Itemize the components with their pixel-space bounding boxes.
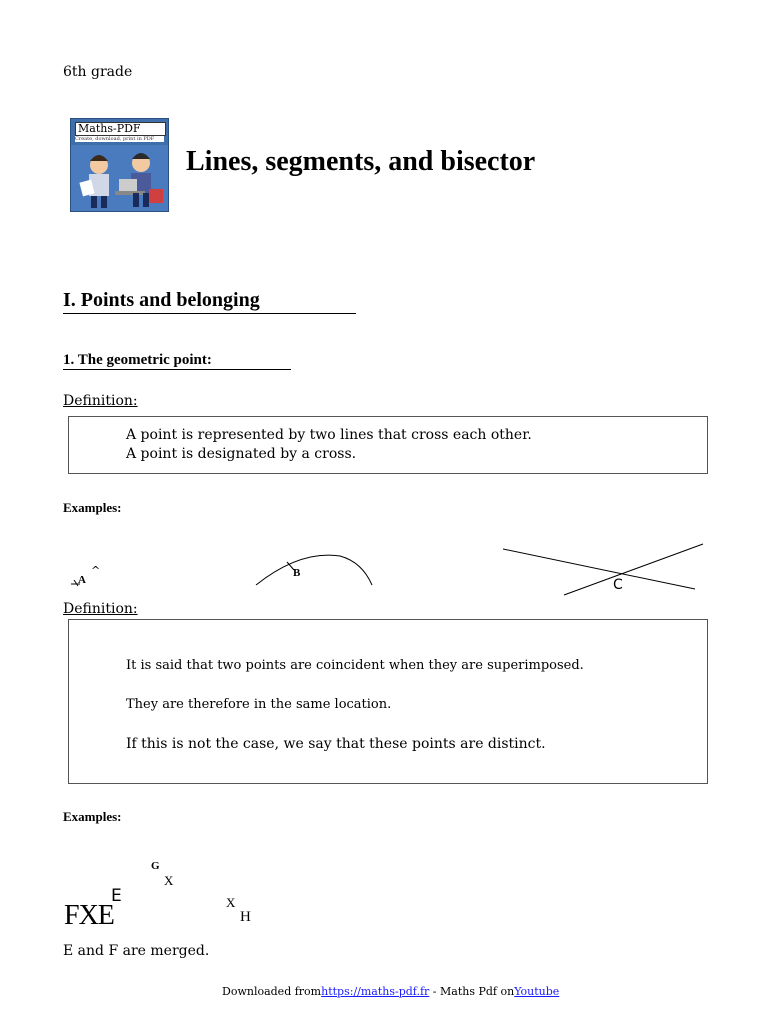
- definition-line: It is said that two points are coincident when they are superimposed.: [126, 658, 584, 673]
- website-link[interactable]: https://maths-pdf.fr: [321, 985, 430, 998]
- point-a-label: A: [78, 574, 86, 586]
- subsection-heading: 1. The geometric point:: [63, 352, 291, 370]
- point-g-cross: X: [164, 873, 174, 888]
- maths-pdf-logo: [70, 118, 169, 212]
- definition-line: A point is represented by two lines that cross each other.: [126, 427, 532, 443]
- section-heading: I. Points and belonging: [63, 289, 356, 314]
- examples-label: Examples:: [63, 500, 122, 515]
- page-title: Lines, segments, and bisector: [186, 146, 536, 177]
- examples-label: Examples:: [63, 809, 122, 824]
- point-b-label: B: [293, 567, 301, 579]
- definition-line: They are therefore in the same location.: [126, 697, 392, 712]
- point-f-e-merged: FXE: [64, 900, 114, 931]
- caret-mark: ^: [91, 564, 101, 577]
- definition-box: [68, 619, 708, 784]
- footer-separator: - Maths Pdf on: [429, 985, 515, 998]
- grade-label: 6th grade: [63, 64, 133, 80]
- footer-prefix: Downloaded from: [222, 985, 322, 998]
- point-e-label: E: [111, 886, 122, 906]
- logo-subtitle: Create, download, print in PDF: [75, 136, 164, 142]
- point-c-label: C: [613, 577, 623, 593]
- point-g-label: G: [151, 860, 160, 872]
- point-h-label: H: [240, 909, 251, 925]
- curve-figure: [250, 550, 380, 590]
- logo-label: Maths-PDF: [75, 122, 166, 136]
- definition-line: A point is designated by a cross.: [126, 446, 357, 462]
- youtube-link[interactable]: Youtube: [514, 985, 560, 998]
- intersecting-lines-figure: [500, 540, 710, 600]
- definition-label: Definition:: [63, 601, 138, 617]
- footer: [222, 985, 559, 998]
- merged-caption: E and F are merged.: [63, 943, 210, 959]
- definition-line: If this is not the case, we say that these points are distinct.: [126, 736, 546, 752]
- definition-label: Definition:: [63, 393, 138, 409]
- definition-box: [68, 416, 708, 474]
- logo-illustration: [71, 119, 168, 211]
- point-h-cross: X: [226, 895, 236, 910]
